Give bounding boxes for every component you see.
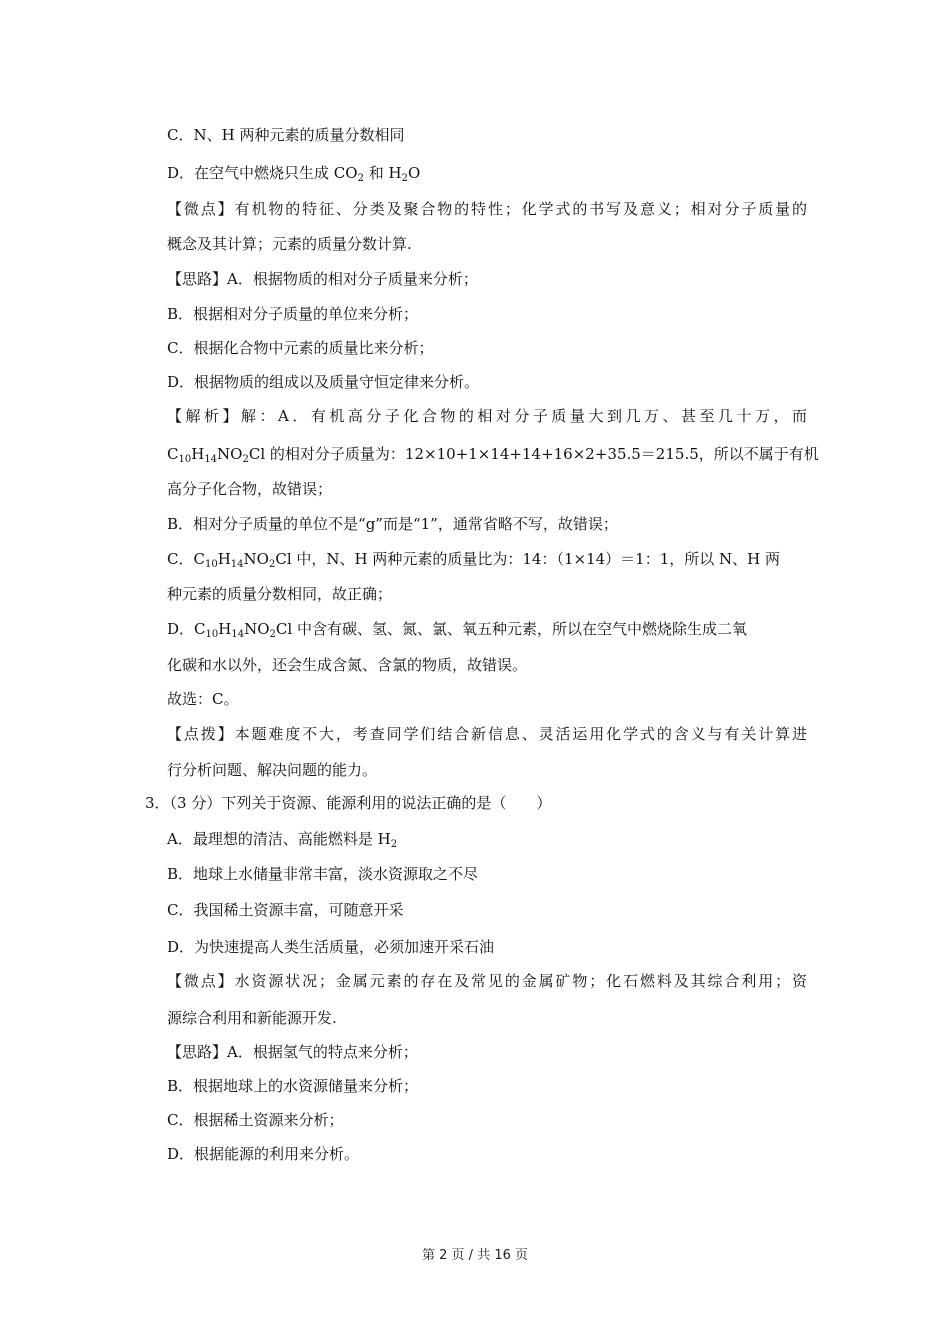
text-segment: D． xyxy=(167,620,195,638)
formula-cl: Cl xyxy=(248,445,266,463)
q2-silu-line-1: 【思路】A．根据物质的相对分子质量来分析； xyxy=(167,270,478,288)
q2-jiexi-line-4: B．相对分子质量的单位不是“g”而是“1”，通常省略不写，故错误； xyxy=(167,515,618,533)
page-number: 第 2 页 / 共 16 页 xyxy=(422,1248,528,1263)
subscript: 2 xyxy=(269,629,276,640)
formula-h: H xyxy=(191,445,205,463)
formula-c: C xyxy=(193,550,205,568)
subscript: 14 xyxy=(230,559,244,570)
q2-jiexi-line-3: 高分子化合物，故错误； xyxy=(167,480,333,498)
q3-option-b: B．地球上水储量非常丰富，淡水资源取之不尽 xyxy=(167,865,479,883)
subscript: 14 xyxy=(231,629,245,640)
formula-cl: Cl xyxy=(275,550,292,568)
subscript: 2 xyxy=(242,454,249,465)
subscript: 2 xyxy=(357,173,364,184)
q2-weidian-line-1: 【微点】有机物的特征、分类及聚合物的特性；化学式的书写及意义；相对分子质量的 xyxy=(167,200,807,218)
q2-jiexi-line-7 xyxy=(167,619,807,639)
formula-no: NO xyxy=(243,550,269,568)
text-segment: 的相对分子质量为：12×10+1×14+14+16×2+35.5＝215.5，所以不属于有机 xyxy=(265,445,819,463)
q2-jiexi-line-6: 种元素的质量分数相同，故正确； xyxy=(167,585,393,603)
q2-silu-line-2: B．根据相对分子质量的单位来分析； xyxy=(167,305,419,323)
q2-weidian-line-2: 概念及其计算；元素的质量分数计算. xyxy=(167,235,412,253)
subscript: 2 xyxy=(268,559,276,570)
q3-option-a xyxy=(167,829,807,849)
q2-jiexi-line-2 xyxy=(167,444,819,465)
q3-weidian-line-2: 源综合利用和新能源开发. xyxy=(167,1009,337,1027)
text-segment: 和 H xyxy=(363,164,402,182)
subscript: 10 xyxy=(204,559,218,570)
text-segment: O xyxy=(407,164,421,182)
formula-cl: Cl xyxy=(275,620,293,638)
formula-no: NO xyxy=(244,620,270,638)
q2-dianbo-line-1: 【点拨】本题难度不大，考查同学们结合新信息、灵活运用化学式的含义与有关计算进 xyxy=(167,725,807,743)
q3-silu-line-2: B．根据地球上的水资源储量来分析； xyxy=(167,1077,419,1095)
subscript: 2 xyxy=(401,173,408,184)
q2-silu-line-4: D．根据物质的组成以及质量守恒定律来分析。 xyxy=(167,373,480,391)
q3-stem: 3．（3 分）下列关于资源、能源利用的说法正确的是（ ） xyxy=(145,794,552,812)
q3-option-c: C．我国稀土资源丰富，可随意开采 xyxy=(167,901,404,919)
formula-h: H xyxy=(218,620,232,638)
q2-jiexi-line-5 xyxy=(167,549,807,569)
subscript: 10 xyxy=(205,629,219,640)
formula-h: H xyxy=(217,550,231,568)
q2-jiexi-line-1: 【解析】解：A．有机高分子化合物的相对分子质量大到几万、甚至几十万，而 xyxy=(167,407,807,425)
q2-silu-line-3: C．根据化合物中元素的质量比来分析； xyxy=(167,339,434,357)
text-segment: A．最理想的清洁、高能燃料是 H xyxy=(167,830,391,848)
q3-option-d: D．为快速提高人类生活质量，必须加速开采石油 xyxy=(167,938,495,956)
q3-silu-line-1: 【思路】A．根据氢气的特点来分析； xyxy=(167,1043,418,1061)
q2-answer: 故选：C。 xyxy=(167,690,239,708)
q3-weidian-line-1: 【微点】水资源状况；金属元素的存在及常见的金属矿物；化石燃料及其综合利用；资 xyxy=(167,972,807,990)
subscript: 14 xyxy=(204,454,218,465)
text-segment: D．在空气中燃烧只生成 CO xyxy=(167,164,358,182)
text-segment: C． xyxy=(167,550,194,568)
formula-no: NO xyxy=(217,445,243,463)
subscript: 2 xyxy=(390,839,398,850)
formula-c: C xyxy=(167,445,179,463)
q2-jiexi-line-8: 化碳和水以外，还会生成含氮、含氯的物质，故错误。 xyxy=(167,656,528,674)
q2-option-c: C．N、H 两种元素的质量分数相同 xyxy=(167,126,405,144)
subscript: 10 xyxy=(178,454,192,465)
formula-c: C xyxy=(194,620,206,638)
q2-dianbo-line-2: 行分析问题、解决问题的能力。 xyxy=(167,761,378,779)
q2-option-d xyxy=(167,163,807,183)
q3-silu-line-4: D．根据能源的利用来分析。 xyxy=(167,1145,360,1163)
q3-silu-line-3: C．根据稀土资源来分析； xyxy=(167,1111,344,1129)
text-segment: 中，N、H 两种元素的质量比为：14：（1×14）＝1：1，所以 N、H 两 xyxy=(291,550,780,568)
text-segment: 中含有碳、氢、氮、氯、氧五种元素，所以在空气中燃烧除生成二氧 xyxy=(292,620,747,638)
